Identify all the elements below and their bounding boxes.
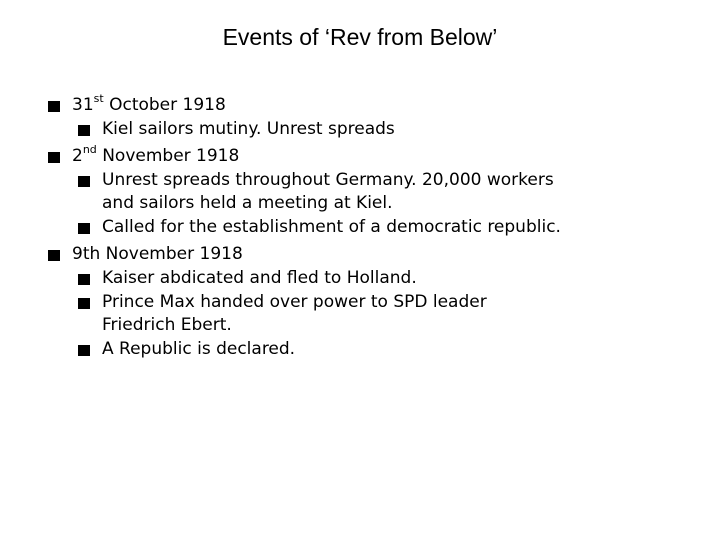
bullet-text: 9th November 1918 — [72, 244, 243, 264]
square-bullet-icon — [78, 274, 90, 285]
date-suffix: nd — [82, 143, 97, 157]
date-day: 31 — [72, 95, 94, 115]
square-bullet-icon — [48, 101, 60, 112]
square-bullet-icon — [48, 152, 60, 163]
sub-bullet-item — [46, 338, 706, 361]
sub-bullet-text: Kiel sailors mutiny. Unrest spreads — [102, 119, 395, 139]
date-rest: November 1918 — [96, 146, 240, 166]
sub-bullet-text: A Republic is declared. — [102, 339, 296, 359]
square-bullet-icon — [78, 176, 90, 187]
sub-bullet-item — [46, 169, 706, 215]
slide-body — [46, 90, 706, 361]
sub-bullet-item — [46, 291, 706, 337]
square-bullet-icon — [78, 223, 90, 234]
sub-bullet-text-line-1: Unrest spreads throughout Germany. 20,000 workers — [102, 170, 554, 190]
sub-bullet-item — [46, 216, 706, 239]
bullet-item-october-31 — [46, 94, 706, 117]
sub-bullet-text-line-2: and sailors held a meeting at Kiel. — [102, 193, 393, 213]
slide-title: Events of ‘Rev from Below’ — [222, 24, 498, 50]
date-rest: October 1918 — [103, 95, 226, 115]
sub-bullet-item — [46, 267, 706, 290]
square-bullet-icon — [78, 345, 90, 356]
sub-bullet-text: Called for the establishment of a democratic republic. — [102, 217, 561, 237]
bullet-item-november-2 — [46, 145, 706, 168]
square-bullet-icon — [78, 298, 90, 309]
sub-bullet-text-line-2: Friedrich Ebert. — [102, 315, 232, 335]
date-day: 2 — [72, 146, 83, 166]
square-bullet-icon — [78, 125, 90, 136]
date-suffix: st — [93, 92, 104, 106]
sub-bullet-item — [46, 118, 706, 141]
sub-bullet-text: Kaiser abdicated and fled to Holland. — [102, 268, 417, 288]
sub-bullet-text-line-1: Prince Max handed over power to SPD leader — [102, 292, 487, 312]
bullet-item-november-9 — [46, 243, 706, 266]
square-bullet-icon — [48, 250, 60, 261]
